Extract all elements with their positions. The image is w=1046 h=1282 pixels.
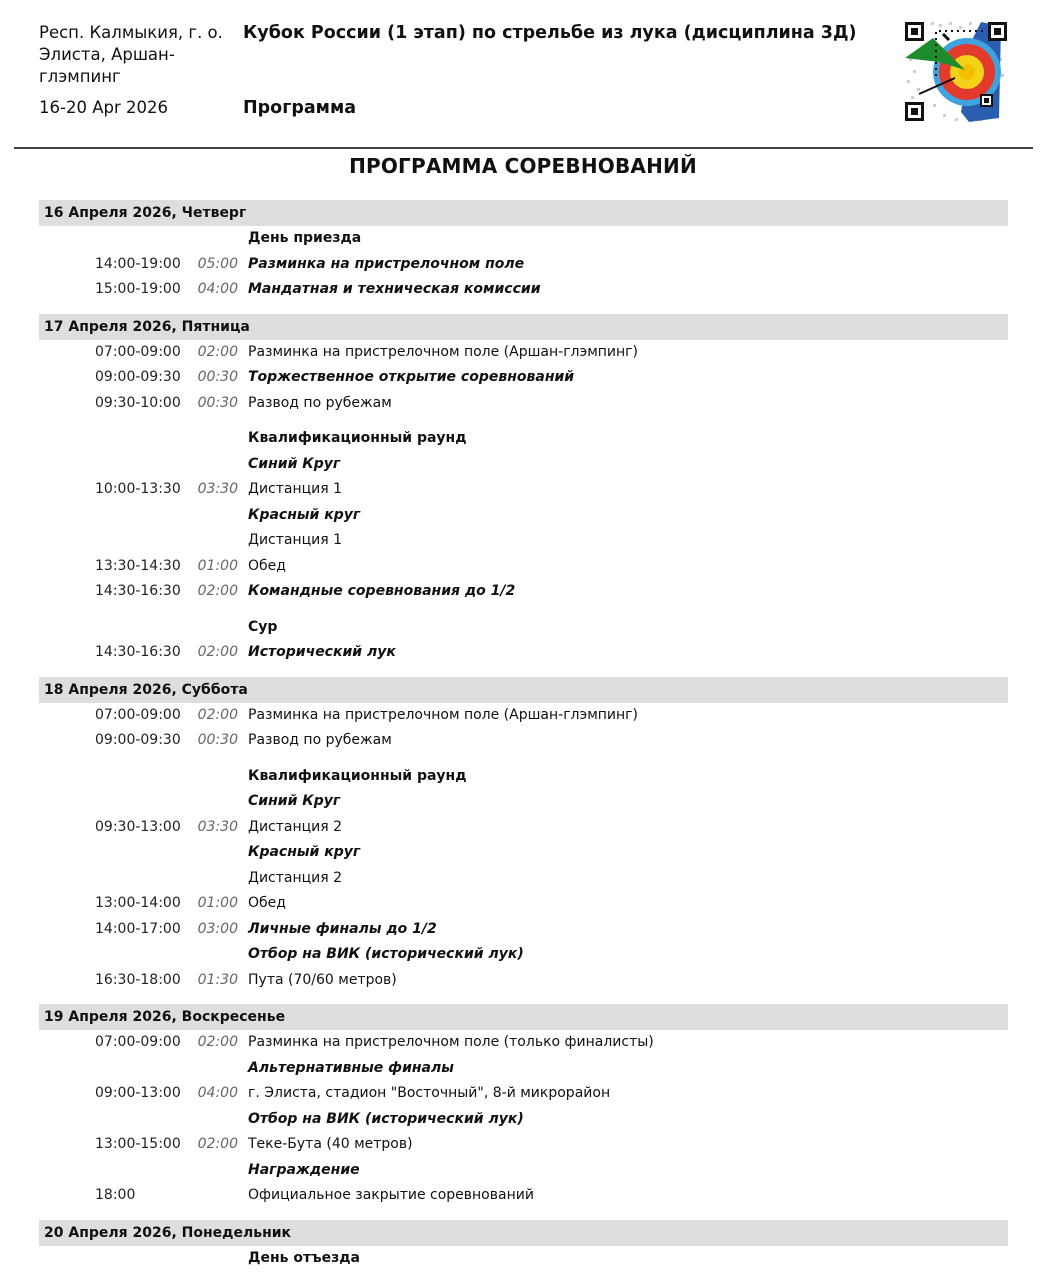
schedule-row xyxy=(39,1107,1008,1133)
schedule-row xyxy=(39,277,1008,303)
time-range: 15:00-19:00 xyxy=(95,281,181,297)
schedule-row xyxy=(39,891,1008,917)
time-range: 09:00-09:30 xyxy=(95,369,181,385)
activity-description: Личные финалы до 1/2 xyxy=(248,920,437,937)
duration: 02:00 xyxy=(197,1136,238,1152)
schedule-row xyxy=(39,340,1008,366)
schedule-row xyxy=(39,789,1008,815)
activity-description: Исторический лук xyxy=(248,644,396,660)
duration: 03:30 xyxy=(197,481,238,497)
duration: 00:30 xyxy=(197,369,238,385)
duration: 05:00 xyxy=(197,255,238,272)
activity-description: Красный круг xyxy=(248,844,361,860)
event-title: Кубок России (1 этап) по стрельбе из лука (дисциплина 3Д) xyxy=(243,23,857,43)
schedule-row xyxy=(39,477,1008,503)
duration: 02:00 xyxy=(197,644,238,660)
header-divider xyxy=(14,147,1033,149)
duration: 02:00 xyxy=(197,1034,238,1050)
duration: 02:00 xyxy=(197,583,238,599)
document-subtitle: Программа xyxy=(243,98,357,118)
activity-description: Альтернативные финалы xyxy=(248,1059,454,1076)
schedule-row xyxy=(39,1030,1008,1056)
event-dates: 16-20 Apr 2026 xyxy=(39,98,168,117)
schedule-row xyxy=(39,728,1008,754)
activity-description: Торжественное открытие соревнований xyxy=(248,369,575,385)
duration: 00:30 xyxy=(197,732,238,748)
activity-description: Дистанция 1 xyxy=(248,481,343,497)
day-header: 16 Апреля 2026, Четверг xyxy=(39,200,1008,226)
activity-description: Отбор на ВИК (исторический лук) xyxy=(248,946,524,962)
activity-description: Красный круг xyxy=(248,506,361,523)
schedule-row xyxy=(39,1081,1008,1107)
activity-description: Мандатная и техническая комиссии xyxy=(248,281,541,297)
activity-description: г. Элиста, стадион "Восточный", 8-й микрорайон xyxy=(248,1085,611,1101)
duration: 01:00 xyxy=(197,557,238,574)
activity-description: Развод по рубежам xyxy=(248,394,392,411)
duration: 03:30 xyxy=(197,818,238,835)
schedule-row xyxy=(39,1056,1008,1082)
schedule-row xyxy=(39,917,1008,943)
activity-description: Отбор на ВИК (исторический лук) xyxy=(248,1110,524,1127)
duration: 02:00 xyxy=(197,706,238,723)
duration: 04:00 xyxy=(197,1085,238,1101)
activity-description: Теке-Бута (40 метров) xyxy=(248,1136,413,1152)
day-section xyxy=(39,314,1008,666)
day-section xyxy=(39,677,1008,994)
schedule-row xyxy=(39,1158,1008,1184)
schedule-row xyxy=(39,1246,1008,1272)
time-range: 18:00 xyxy=(95,1187,136,1203)
schedule-row xyxy=(39,866,1008,892)
activity-description: Пута (70/60 метров) xyxy=(248,971,397,988)
activity-description: Разминка на пристрелочном поле (только финалисты) xyxy=(248,1034,654,1050)
time-range: 07:00-09:00 xyxy=(95,1034,181,1050)
schedule-row xyxy=(39,452,1008,478)
day-header: 17 Апреля 2026, Пятница xyxy=(39,314,1008,340)
activity-description: Дистанция 2 xyxy=(248,869,343,886)
activity-description: Дистанция 1 xyxy=(248,532,343,548)
time-range: 13:00-14:00 xyxy=(95,895,181,911)
activity-description: Развод по рубежам xyxy=(248,732,392,748)
time-range: 09:00-09:30 xyxy=(95,732,181,748)
activity-description: Разминка на пристрелочном поле (Аршан-глэмпинг) xyxy=(248,343,638,360)
time-range: 10:00-13:30 xyxy=(95,481,181,497)
time-range: 07:00-09:00 xyxy=(95,343,181,360)
schedule-row xyxy=(39,426,1008,452)
schedule-row xyxy=(39,503,1008,529)
activity-description: Синий Круг xyxy=(248,455,341,472)
duration: 02:00 xyxy=(197,343,238,360)
schedule-row xyxy=(39,968,1008,994)
activity-description: Официальное закрытие соревнований xyxy=(248,1187,534,1203)
schedule-row xyxy=(39,554,1008,580)
duration: 00:30 xyxy=(197,394,238,411)
activity-description: Квалификационный раунд xyxy=(248,430,467,446)
schedule-row xyxy=(39,942,1008,968)
time-range: 14:00-19:00 xyxy=(95,255,181,272)
schedule-row xyxy=(39,840,1008,866)
activity-description: Дистанция 2 xyxy=(248,818,343,835)
activity-description: Награждение xyxy=(248,1161,360,1178)
schedule-row xyxy=(39,615,1008,641)
main-title: ПРОГРАММА СОРЕВНОВАНИЙ xyxy=(349,154,697,178)
archery-target-qr-logo-icon xyxy=(903,18,1009,124)
time-range: 14:30-16:30 xyxy=(95,583,181,599)
activity-description: Квалификационный раунд xyxy=(248,767,467,784)
activity-description: Обед xyxy=(248,557,286,574)
schedule-row xyxy=(39,1132,1008,1158)
activity-description: Командные соревнования до 1/2 xyxy=(248,583,516,599)
day-section xyxy=(39,1004,1008,1209)
time-range: 16:30-18:00 xyxy=(95,971,181,988)
duration: 01:30 xyxy=(197,971,238,988)
activity-description: День приезда xyxy=(248,230,362,246)
schedule-row xyxy=(39,1183,1008,1209)
time-range: 09:00-13:00 xyxy=(95,1085,181,1101)
schedule-row xyxy=(39,528,1008,554)
schedule-row xyxy=(39,579,1008,605)
activity-description: Синий Круг xyxy=(248,793,341,809)
activity-description: Обед xyxy=(248,895,286,911)
schedule-row xyxy=(39,226,1008,252)
schedule-row xyxy=(39,815,1008,841)
event-location: Респ. Калмыкия, г. о. Элиста, Аршан-глэмпинг xyxy=(39,23,223,86)
activity-description: Разминка на пристрелочном поле (Аршан-глэмпинг) xyxy=(248,706,638,723)
schedule-row xyxy=(39,640,1008,666)
activity-description: День отъезда xyxy=(248,1249,360,1266)
day-section xyxy=(39,200,1008,303)
time-range: 14:00-17:00 xyxy=(95,920,181,937)
schedule-row xyxy=(39,252,1008,278)
day-section xyxy=(39,1220,1008,1272)
schedule xyxy=(39,200,1008,1282)
duration: 03:00 xyxy=(197,920,238,937)
time-range: 09:30-10:00 xyxy=(95,394,181,411)
time-range: 14:30-16:30 xyxy=(95,644,181,660)
day-header: 20 Апреля 2026, Понедельник xyxy=(39,1220,1008,1246)
activity-description: Разминка на пристрелочном поле xyxy=(248,255,525,272)
duration: 04:00 xyxy=(197,281,238,297)
day-header: 18 Апреля 2026, Суббота xyxy=(39,677,1008,703)
time-range: 13:00-15:00 xyxy=(95,1136,181,1152)
schedule-row xyxy=(39,391,1008,417)
time-range: 07:00-09:00 xyxy=(95,706,181,723)
time-range: 13:30-14:30 xyxy=(95,557,181,574)
schedule-row xyxy=(39,764,1008,790)
day-header: 19 Апреля 2026, Воскресенье xyxy=(39,1004,1008,1030)
schedule-row xyxy=(39,703,1008,729)
time-range: 09:30-13:00 xyxy=(95,818,181,835)
activity-description: Сур xyxy=(248,618,278,635)
duration: 01:00 xyxy=(197,895,238,911)
schedule-row xyxy=(39,365,1008,391)
